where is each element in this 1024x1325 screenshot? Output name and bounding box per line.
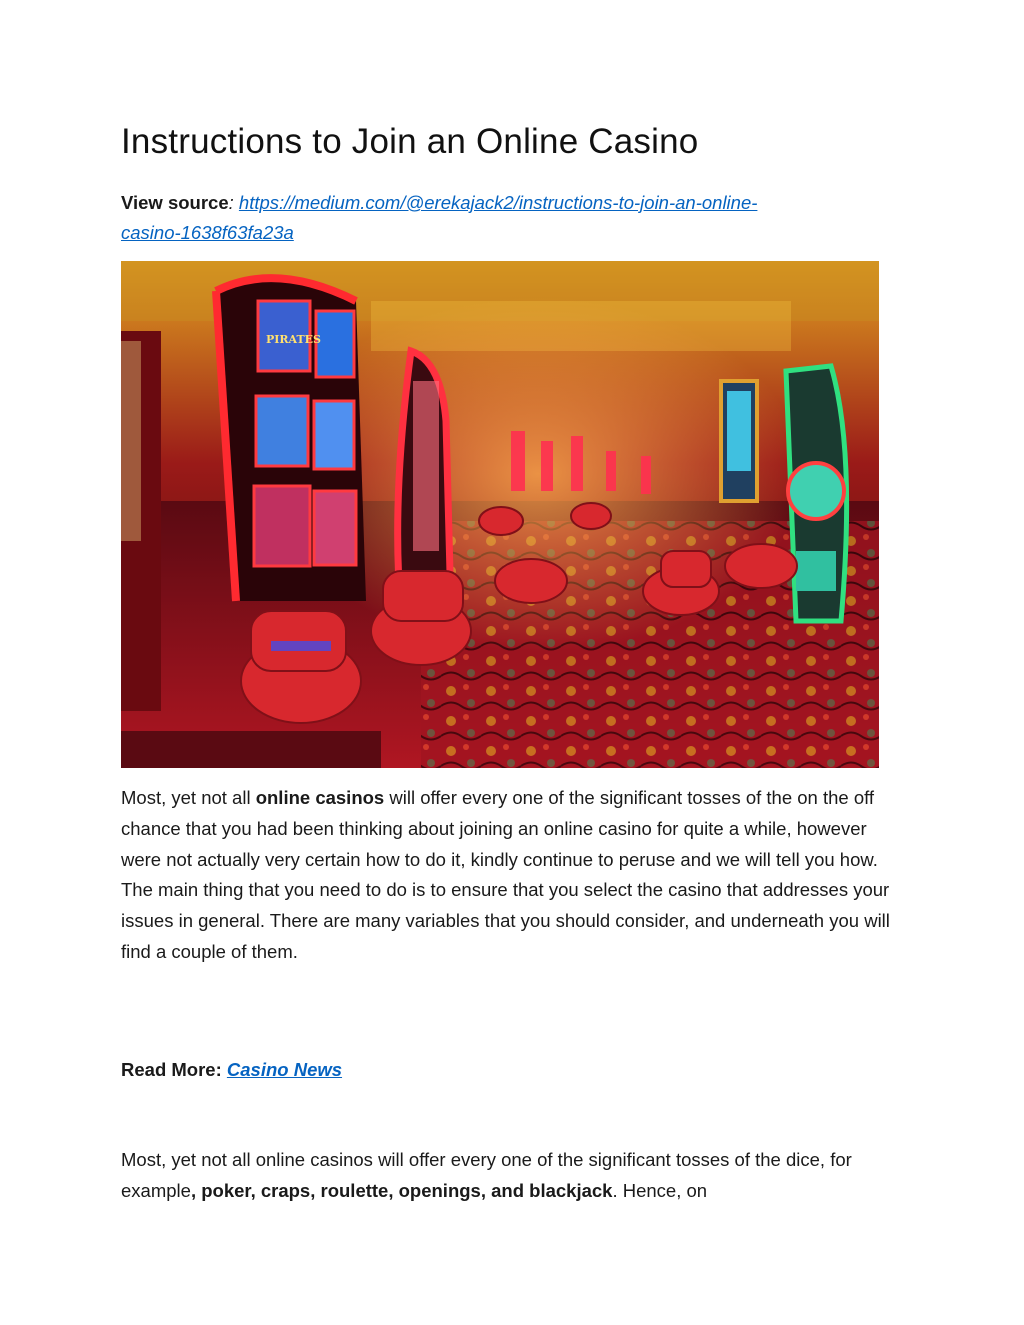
body-paragraph-1: [121, 783, 911, 968]
source-url-line2: casino-1638f63fa23a: [121, 222, 294, 243]
read-more-line: [121, 1055, 911, 1086]
paragraph2-post: . Hence, on: [612, 1179, 708, 1201]
view-source-label: View source: [121, 192, 229, 213]
view-source-line: [121, 188, 911, 248]
page-title: Instructions to Join an Online Casino: [121, 122, 699, 161]
paragraph2-pre: Most, yet not all online casinos will offer every one of the significant tosses of the dice, for example: [121, 1149, 852, 1201]
read-more-label: Read More:: [121, 1059, 222, 1080]
body-paragraph-2: [121, 1145, 911, 1207]
slot-sign-text: PIRATES: [266, 333, 322, 346]
view-source-colon: :: [228, 192, 234, 213]
paragraph1-post: will offer every one of the significant tosses of the on the off chance that you had been thinking about joining an online casino for quite a while, however were not actually very certain how to do it, kindly continue to peruse and we will tell you how. The main thing that you need to do is to ensure that you select the casino that addresses your issues in general. There are many variables that you should consider, and underneath you will find a couple of them.: [121, 787, 890, 962]
casino-floor-photo: [121, 261, 879, 768]
paragraph2-bold: , poker, craps, roulette, openings, and blackjack: [190, 1179, 613, 1201]
paragraph1-bold: online casinos: [255, 787, 385, 808]
source-url-line1: https://medium.com/@erekajack2/instructions-to-join-an-online-: [238, 192, 758, 213]
casino-news-link[interactable]: Casino News: [226, 1059, 343, 1080]
paragraph1-pre: Most, yet not all: [121, 787, 256, 808]
